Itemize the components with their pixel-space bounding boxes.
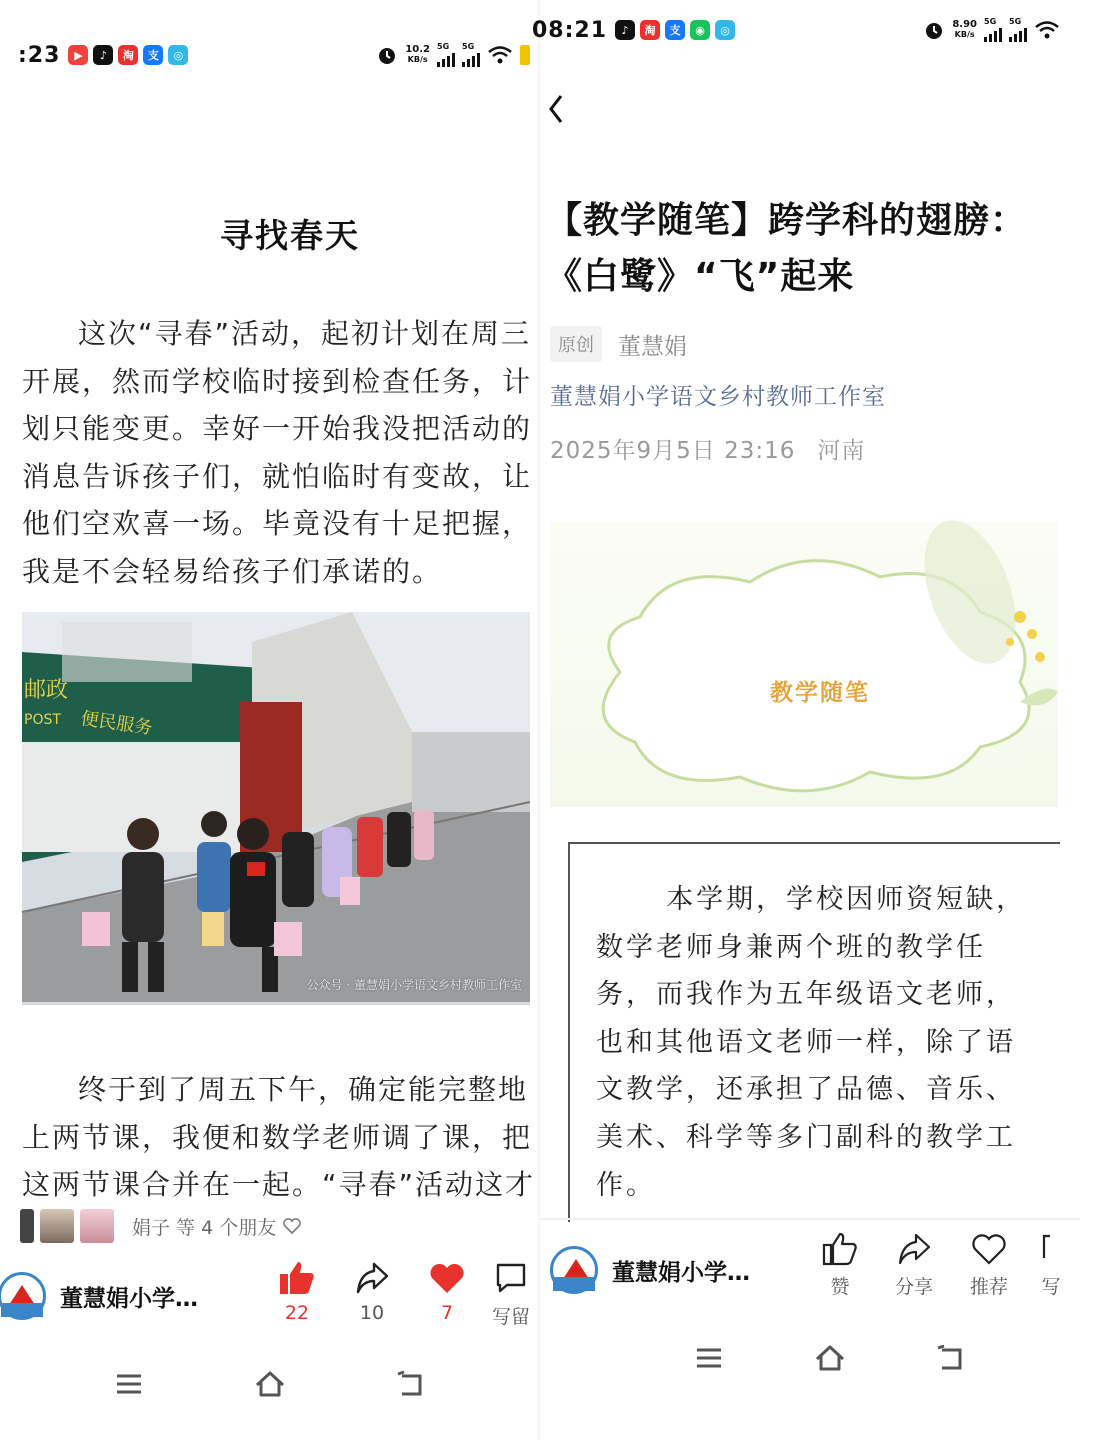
friends-text: 娟子 等 4 个朋友	[132, 1216, 277, 1239]
account-logo[interactable]	[550, 1246, 598, 1294]
status-time: 08:21	[532, 17, 608, 43]
favorite-count: 7	[440, 1302, 454, 1324]
article-title	[546, 193, 1110, 305]
article-meta	[550, 326, 687, 362]
friend-avatar	[20, 1209, 34, 1243]
comment-label: 写	[1041, 1276, 1061, 1298]
photo-watermark: 公众号 · 董慧娟小学语文乡村教师工作室	[306, 978, 522, 992]
article-paragraph-2	[22, 1066, 582, 1201]
account-name[interactable]: 董慧娟小学…	[60, 1285, 198, 1312]
title-line: 《白鹭》“飞”起来	[546, 256, 855, 297]
para-line: 我是不会轻易给孩子们承诺的。	[22, 554, 443, 588]
para-line: 文教学，还承担了品德、音乐、	[596, 1074, 1016, 1106]
signal-2-icon: 5G	[1009, 18, 1027, 42]
para-line: 也和其他语文老师一样，除了语	[596, 1026, 1016, 1058]
menu-nav-icon[interactable]	[114, 1372, 144, 1396]
alarm-icon	[376, 44, 398, 66]
like-label: 赞	[830, 1276, 850, 1298]
net-speed: 8.90 KB/s	[952, 19, 977, 39]
thumbs-up-filled-icon	[278, 1260, 316, 1296]
article-title: 寻找春天	[220, 216, 360, 255]
menu-nav-icon[interactable]	[694, 1346, 724, 1370]
wifi-app-icon: ◎	[168, 45, 188, 65]
friends-liked-row[interactable]	[20, 1208, 302, 1244]
tiktok-icon: ♪	[93, 45, 113, 65]
publish-date: 2025年9月5日 23:16	[550, 438, 796, 464]
notification-icons	[68, 45, 188, 65]
home-nav-icon[interactable]	[253, 1369, 287, 1399]
recommend-button[interactable]	[970, 1232, 1008, 1299]
bottom-divider	[540, 1218, 1080, 1220]
cloud-banner-graphic	[550, 522, 1058, 807]
comment-label: 写留	[492, 1306, 531, 1328]
heart-filled-icon	[428, 1260, 466, 1296]
article-bottom-bar	[540, 1240, 1080, 1300]
wifi-icon	[1034, 20, 1060, 40]
tiktok-icon: ♪	[615, 20, 635, 40]
net-speed: 10.2 KB/s	[405, 44, 430, 64]
video-app-icon: ▶	[68, 45, 88, 65]
article-photo[interactable]	[22, 612, 530, 1005]
status-bar	[532, 10, 1080, 50]
recommend-label: 推荐	[970, 1276, 1009, 1298]
signal-1-icon: 5G	[437, 43, 455, 67]
shopping-app-icon: 淘	[118, 45, 138, 65]
para-line: 终于到了周五下午，确定能完整地	[78, 1073, 529, 1106]
system-nav-bar	[540, 1338, 1080, 1378]
article-paragraph-1	[22, 310, 582, 595]
post-sign-sub: POST	[24, 712, 61, 728]
title-line: 【教学随笔】跨学科的翅膀：	[546, 200, 1028, 241]
street-photo-image	[22, 612, 530, 1005]
like-button[interactable]	[822, 1232, 858, 1299]
heart-outline-icon	[282, 1217, 302, 1235]
para-line: 本学期，学校因师资短缺，	[666, 884, 1027, 915]
alarm-icon	[923, 19, 945, 41]
signal-1-icon: 5G	[984, 18, 1002, 42]
article-banner-image[interactable]	[550, 522, 1058, 807]
share-button[interactable]	[895, 1232, 933, 1299]
post-sign-text: 邮政	[24, 678, 69, 703]
para-line: 美术、科学等多门副科的教学工	[596, 1121, 1016, 1153]
alipay-icon: 支	[143, 45, 163, 65]
para-line: 务，而我作为五年级语文老师，	[596, 979, 1016, 1011]
back-nav-icon[interactable]	[396, 1370, 426, 1398]
account-name[interactable]: 董慧娟小学…	[612, 1259, 750, 1286]
alipay-icon: 支	[665, 20, 685, 40]
publish-location: 河南	[817, 438, 866, 464]
article-bottom-bar	[0, 1266, 540, 1326]
account-logo[interactable]	[0, 1272, 46, 1320]
post-sign-service: 便民服务	[79, 708, 154, 739]
article-paragraph	[596, 876, 1058, 1209]
comment-button[interactable]	[1036, 1232, 1066, 1299]
para-line: 数学老师身兼两个班的教学任	[596, 931, 986, 963]
comment-button[interactable]	[492, 1260, 530, 1329]
para-line: 上两节课，我便和数学老师调了课，把	[22, 1120, 533, 1154]
wifi-icon	[487, 45, 513, 65]
like-button[interactable]	[278, 1260, 316, 1324]
shopping-app-icon: 淘	[640, 20, 660, 40]
battery-icon	[520, 45, 530, 65]
like-count: 22	[284, 1302, 310, 1324]
left-screenshot	[0, 0, 540, 1440]
share-arrow-icon	[896, 1232, 932, 1266]
para-line: 消息告诉孩子们，就怕临时有变故，让	[22, 459, 533, 493]
thumbs-up-icon	[822, 1232, 858, 1266]
para-line: 他们空欢喜一场。毕竟没有十足把握，	[22, 507, 533, 540]
right-screenshot	[532, 0, 1080, 1440]
para-line: 划只能变更。幸好一开始我没把活动的	[22, 412, 533, 445]
para-line: 作。	[596, 1169, 656, 1201]
home-nav-icon[interactable]	[813, 1343, 847, 1373]
share-button[interactable]	[354, 1260, 390, 1324]
status-right	[923, 18, 1060, 42]
heart-outline-icon	[971, 1232, 1007, 1266]
account-link[interactable]: 董慧娟小学语文乡村教师工作室	[550, 384, 886, 410]
friend-avatar	[80, 1209, 114, 1243]
status-bar	[0, 35, 540, 75]
back-nav-icon[interactable]	[936, 1344, 966, 1372]
share-label: 分享	[895, 1276, 934, 1298]
back-arrow-icon[interactable]	[546, 92, 566, 126]
para-line: 这次“寻春”活动，起初计划在周三	[78, 317, 532, 350]
wechat-icon: ◉	[690, 20, 710, 40]
comment-icon	[493, 1260, 529, 1296]
signal-2-icon: 5G	[462, 43, 480, 67]
banner-text: 教学随笔	[770, 680, 870, 706]
notification-icons	[615, 20, 735, 40]
friend-avatar	[40, 1209, 74, 1243]
publish-info	[550, 432, 865, 465]
original-tag: 原创	[550, 326, 602, 362]
share-arrow-icon	[354, 1260, 390, 1296]
comment-icon	[1036, 1232, 1066, 1266]
status-right	[376, 43, 530, 67]
favorite-button[interactable]	[428, 1260, 466, 1324]
status-time: :23	[18, 42, 61, 68]
para-line: 开展，然而学校临时接到检查任务，计	[22, 364, 533, 398]
share-count: 10	[359, 1302, 385, 1324]
wifi-app-icon: ◎	[715, 20, 735, 40]
para-line: 这两节课合并在一起。“寻春”活动这才	[22, 1168, 536, 1201]
system-nav-bar	[0, 1364, 540, 1404]
author-name[interactable]: 董慧娟	[618, 333, 687, 360]
